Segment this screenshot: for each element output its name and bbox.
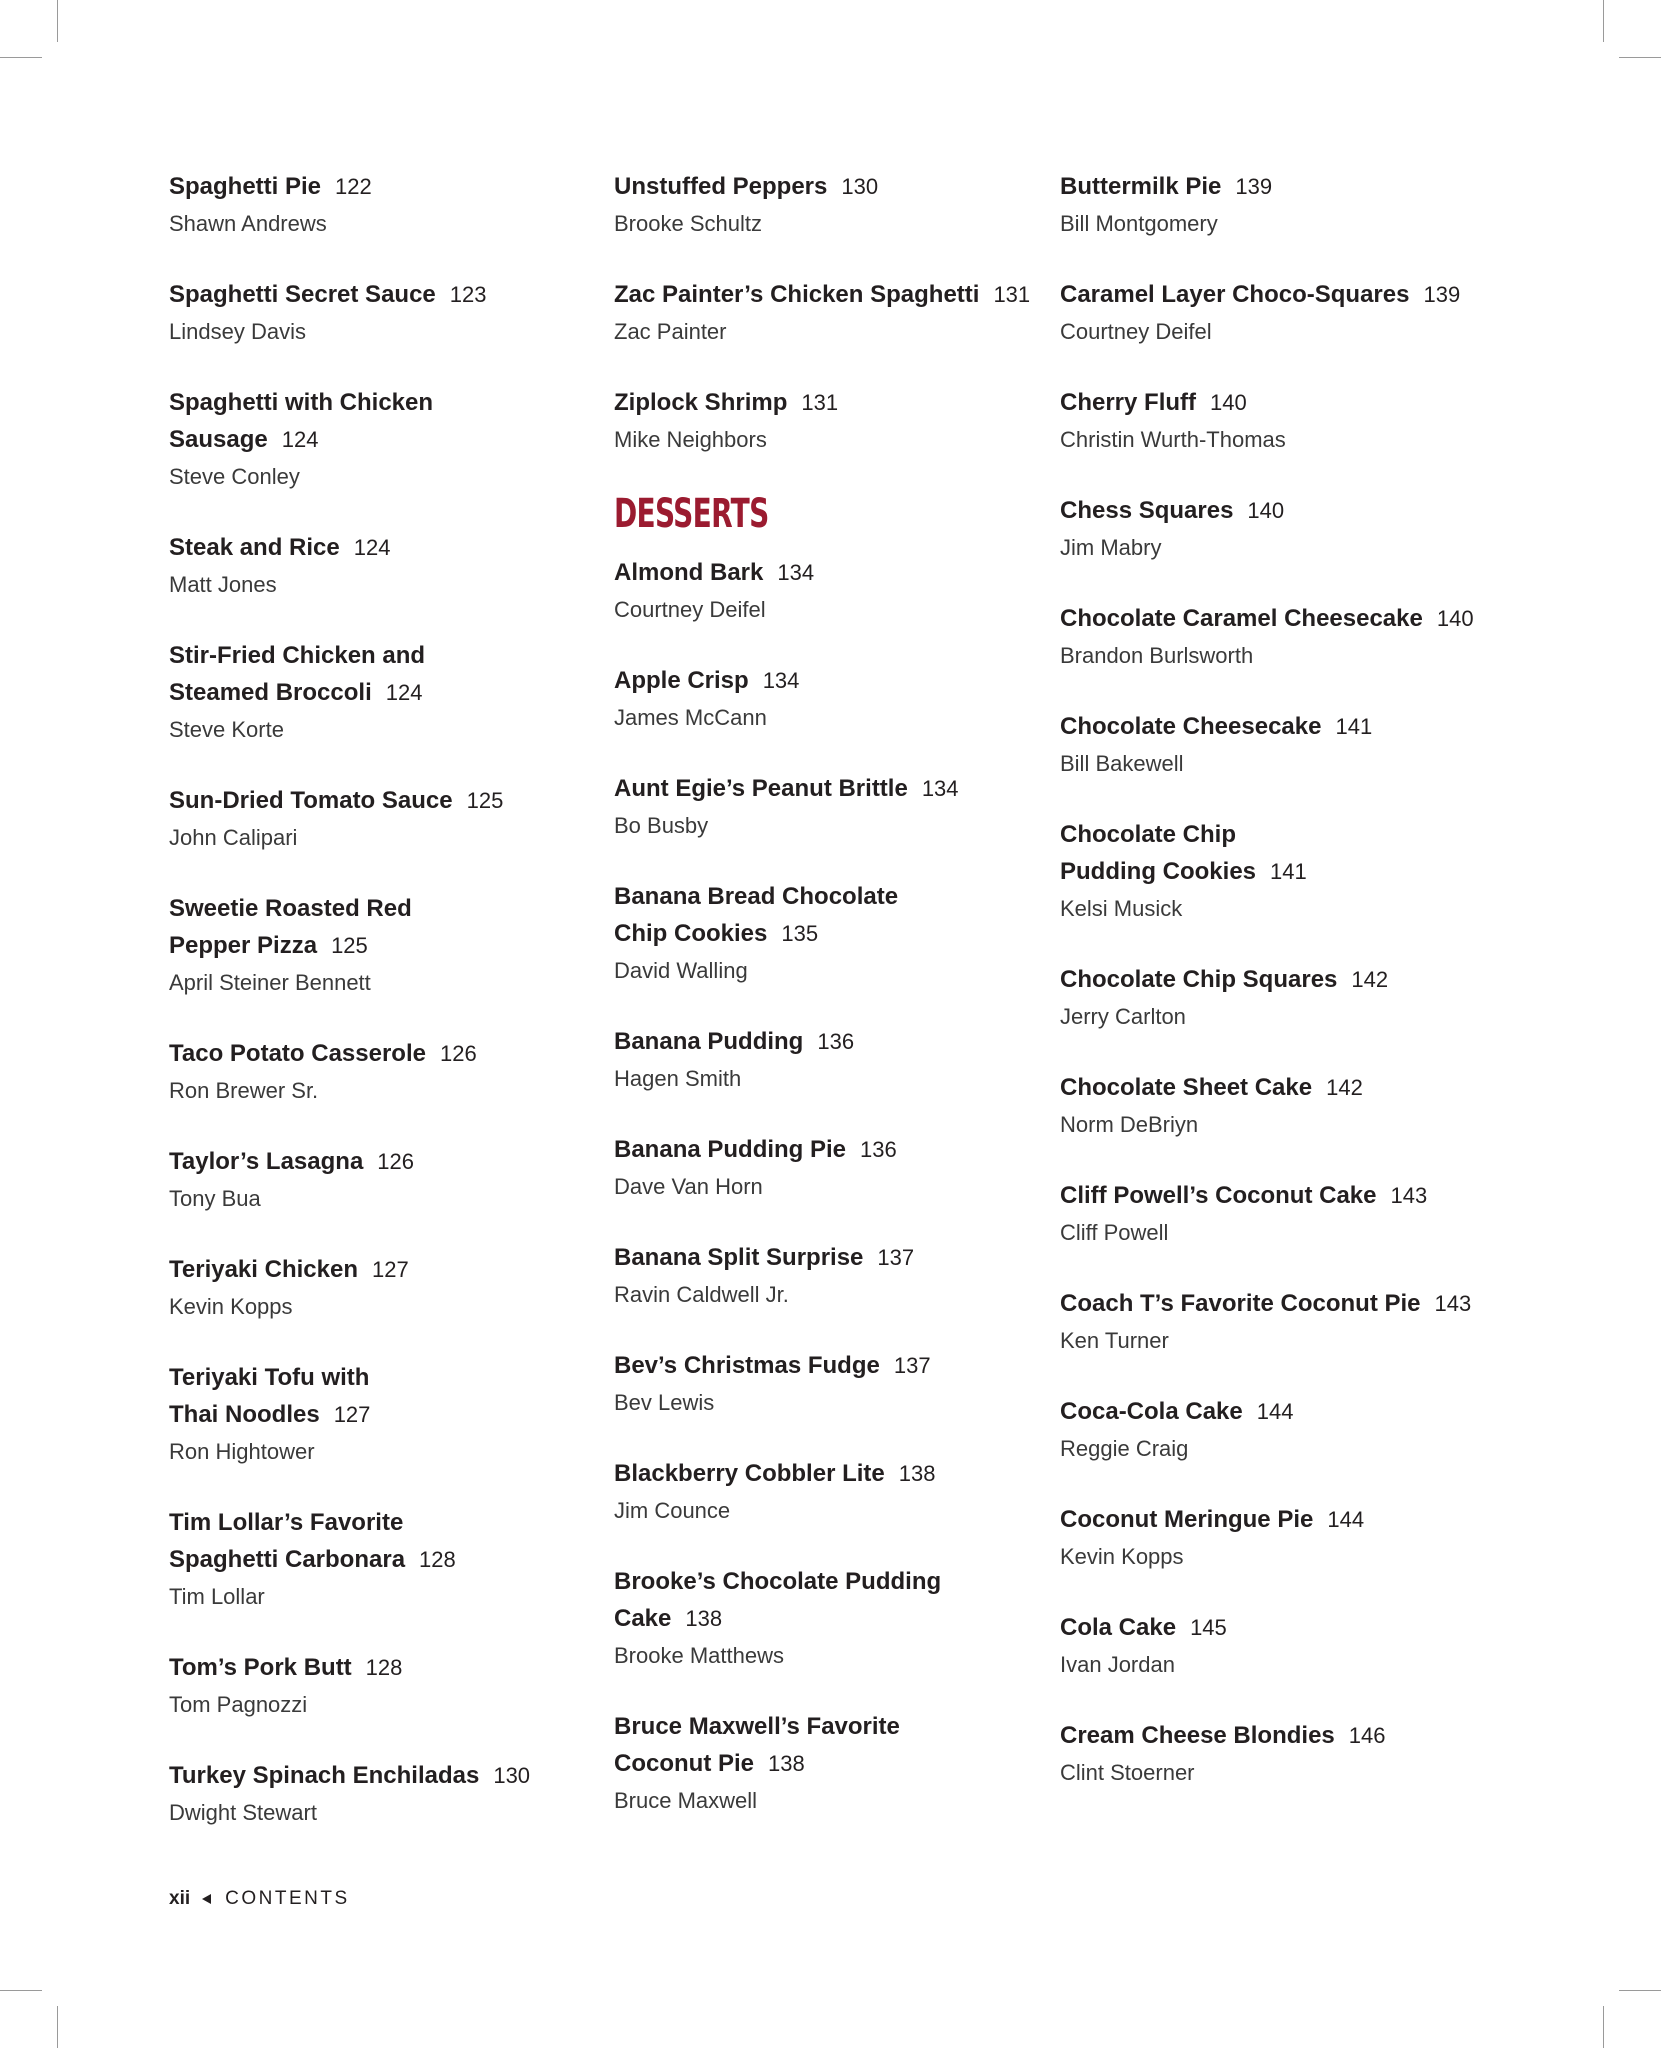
recipe-title [1060,492,1480,529]
recipe-title [614,554,1034,591]
contents-entry [1060,1069,1480,1143]
recipe-title [169,1757,589,1794]
recipe-author: Kelsi Musick [1060,896,1183,921]
contents-entry [614,1239,1034,1313]
contents-entry [614,662,1034,736]
recipe-title-text: Tom’s Pork Butt [169,1654,352,1681]
recipe-title-text: Bev’s Christmas Fudge [614,1352,880,1379]
contents-entry [169,276,589,350]
page-number: 146 [1348,1723,1386,1748]
recipe-title [1060,708,1480,745]
crop-mark-top-right [1619,57,1661,58]
recipe-title-text: Coach T’s Favorite Coconut Pie [1060,1290,1421,1317]
page-number: 127 [333,1402,371,1427]
contents-entry [169,1649,589,1723]
page-number: 141 [1335,714,1373,739]
page-number: 127 [371,1257,409,1282]
contents-entry [614,384,1034,458]
recipe-title [1060,1501,1480,1538]
contents-entry [169,1143,589,1217]
page-number: 124 [353,535,391,560]
recipe-title-text: Ziplock Shrimp [614,389,788,416]
page-number: 138 [768,1751,805,1776]
recipe-author: Kevin Kopps [169,1294,293,1319]
contents-entry [169,1359,589,1470]
page-number: 135 [781,921,819,946]
recipe-title-text: Cherry Fluff [1060,389,1197,416]
page-number: 145 [1190,1615,1227,1640]
recipe-title [1060,1285,1480,1322]
recipe-title-text: Taylor’s Lasagna [169,1148,364,1175]
recipe-title [614,1455,1034,1492]
recipe-title [614,1239,1034,1276]
contents-column-1 [169,168,589,1865]
recipe-title [1060,168,1480,205]
recipe-author: Cliff Powell [1060,1220,1169,1245]
crop-mark-bottom-left [57,2006,58,2048]
contents-entry [169,782,589,856]
contents-entry [169,1251,589,1325]
page-number: 131 [993,282,1031,307]
contents-entry [614,1023,1034,1097]
contents-entry [1060,1501,1480,1575]
recipe-title-text: Cream Cheese Blondies [1060,1722,1335,1749]
recipe-title-text: Spaghetti with Chicken Sausage [169,389,434,453]
recipe-title [169,529,589,566]
recipe-author: Ivan Jordan [1060,1652,1175,1677]
page-number: 137 [893,1353,931,1378]
page-number: 128 [419,1547,456,1572]
page-number: 130 [493,1763,531,1788]
page-footer [169,1884,350,1914]
recipe-title-text: Banana Pudding Pie [614,1136,847,1163]
recipe-author: Bruce Maxwell [614,1788,758,1813]
recipe-author: Clint Stoerner [1060,1760,1195,1785]
recipe-title-line: Banana Bread Chocolate [614,883,899,910]
page-number: 136 [860,1137,897,1162]
recipe-author: Jim Mabry [1060,535,1162,560]
recipe-title-text: Chocolate Sheet Cake [1060,1074,1313,1101]
recipe-title [614,1708,1034,1782]
recipe-title-line: Chip Cookies [614,920,768,947]
contents-entry [1060,1285,1480,1359]
recipe-title [1060,1393,1480,1430]
recipe-title [169,1251,589,1288]
recipe-author: Tom Pagnozzi [169,1692,308,1717]
recipe-title [614,770,1034,807]
recipe-title-line: Pepper Pizza [169,932,318,959]
recipe-author: Lindsey Davis [169,319,306,344]
recipe-author: Jim Counce [614,1498,731,1523]
recipe-title [1060,961,1480,998]
contents-entry [614,168,1034,242]
page-number: 143 [1434,1291,1472,1316]
recipe-author: Steve Conley [169,464,300,489]
recipe-title-text: Banana Split Surprise [614,1244,864,1271]
recipe-title [614,1347,1034,1384]
recipe-title-text: Chocolate Caramel Cheesecake [1060,605,1423,632]
contents-entry [614,1347,1034,1421]
recipe-author: Brooke Matthews [614,1643,784,1668]
recipe-title [1060,384,1480,421]
recipe-title-line: Tim Lollar’s Favorite [169,1509,404,1536]
recipe-author: Dave Van Horn [614,1174,763,1199]
recipe-title-line: Spaghetti Carbonara [169,1546,406,1573]
recipe-title [1060,276,1480,313]
contents-entry [614,1455,1034,1529]
contents-entry [614,1708,1034,1819]
page-number: 143 [1390,1183,1428,1208]
contents-entry [169,1757,589,1831]
contents-entry [169,1035,589,1109]
recipe-author: Ravin Caldwell Jr. [614,1282,789,1307]
contents-entry [1060,816,1480,927]
recipe-author: Zac Painter [614,319,727,344]
recipe-title-text: Aunt Egie’s Peanut Brittle [614,775,908,802]
contents-entry [1060,276,1480,350]
page-number: 144 [1256,1399,1294,1424]
recipe-title-text: Teriyaki Chicken [169,1256,358,1283]
page-number: 144 [1327,1507,1365,1532]
recipe-author: Tony Bua [169,1186,261,1211]
recipe-title-text: Chess Squares [1060,497,1234,524]
recipe-title [614,662,1034,699]
contents-entry [614,1563,1034,1674]
recipe-title [1060,816,1480,890]
contents-entry [1060,708,1480,782]
contents-entry [1060,168,1480,242]
contents-entry [614,770,1034,844]
recipe-title-text: Turkey Spinach Enchiladas [169,1762,480,1789]
recipe-author: Courtney Deifel [614,597,766,622]
crop-mark-bottom-right [1619,1990,1661,1991]
recipe-title [1060,1609,1480,1646]
footer-section-label: CONTENTS [225,1888,350,1909]
recipe-author: Bill Montgomery [1060,211,1218,236]
recipe-title [1060,1177,1480,1214]
recipe-title-text: Zac Painter’s Chicken Spaghetti [614,281,980,308]
recipe-title-text: Sun-Dried Tomato Sauce [169,787,453,814]
crop-mark-bottom-right [1603,2006,1604,2048]
page-number: 122 [335,174,372,199]
contents-entry [1060,1177,1480,1251]
crop-mark-bottom-left [0,1990,42,1991]
recipe-author: April Steiner Bennett [169,970,371,995]
recipe-title [169,637,589,711]
recipe-author: James McCann [614,705,767,730]
recipe-author: Reggie Craig [1060,1436,1189,1461]
recipe-author: Dwight Stewart [169,1800,317,1825]
recipe-author: Ken Turner [1060,1328,1169,1353]
section-heading: DESSERTS [614,491,769,537]
recipe-title-text: Steak and Rice [169,534,340,561]
page-number: 138 [898,1461,936,1486]
recipe-title [169,1504,589,1578]
recipe-title [169,1649,589,1686]
contents-entry [614,554,1034,628]
contents-entry [1060,1717,1480,1791]
recipe-author: Hagen Smith [614,1066,742,1091]
page-number: 137 [877,1245,915,1270]
contents-entry [614,276,1034,350]
contents-entry [614,878,1034,989]
recipe-title-line: Stir-Fried Chicken and [169,642,426,669]
page-number: 128 [365,1655,403,1680]
recipe-author: David Walling [614,958,748,983]
recipe-title [169,276,589,313]
recipe-title [614,1563,1034,1637]
page-number: 140 [1436,606,1474,631]
page-number: 142 [1351,967,1389,992]
recipe-title-text: Chocolate Chip Squares [1060,966,1338,993]
recipe-author: Tim Lollar [169,1584,265,1609]
page-number: 142 [1326,1075,1363,1100]
recipe-author: Courtney Deifel [1060,319,1212,344]
recipe-title-text: Unstuffed Peppers [614,173,828,200]
recipe-title-text: Spaghetti Pie [169,173,322,200]
recipe-title [169,782,589,819]
recipe-author: Bill Bakewell [1060,751,1184,776]
recipe-title [1060,1069,1480,1106]
page-number: 126 [377,1149,415,1174]
page-number: 134 [921,776,959,801]
recipe-title-text: Chocolate Cheesecake [1060,713,1322,740]
contents-entry [169,168,589,242]
recipe-title [614,1131,1034,1168]
crop-mark-top-left [0,57,42,58]
contents-entry [1060,492,1480,566]
recipe-author: Shawn Andrews [169,211,327,236]
contents-entry [1060,600,1480,674]
recipe-title [1060,1717,1480,1754]
recipe-author: Jerry Carlton [1060,1004,1186,1029]
recipe-author: Ron Hightower [169,1439,315,1464]
page-number: 139 [1423,282,1461,307]
contents-entry [169,529,589,603]
page-number: 125 [466,788,504,813]
contents-entry [169,384,589,495]
crop-mark-top-right [1603,0,1604,42]
recipe-title-text: Cliff Powell’s Coconut Cake [1060,1182,1377,1209]
page-number: 130 [841,174,879,199]
crop-mark-top-left [57,0,58,42]
recipe-title-text: Buttermilk Pie [1060,173,1222,200]
contents-column-2 [614,168,1034,1853]
recipe-title-text: Banana Pudding [614,1028,804,1055]
recipe-title [614,1023,1034,1060]
recipe-title-line: Steamed Broccoli [169,679,372,706]
contents-entry [169,1504,589,1615]
recipe-title [614,168,1034,205]
recipe-title-line: Bruce Maxwell’s Favorite [614,1713,900,1740]
contents-entry [169,637,589,748]
recipe-title-text: Coconut Meringue Pie [1060,1506,1314,1533]
page-number: 124 [281,427,319,452]
recipe-title-line: Teriyaki Tofu with [169,1364,370,1391]
recipe-title [169,1359,589,1433]
recipe-author: John Calipari [169,825,298,850]
recipe-author: Bo Busby [614,813,709,838]
page-number: 136 [817,1029,855,1054]
recipe-title-text: Coca-Cola Cake [1060,1398,1243,1425]
recipe-title-line: Coconut Pie [614,1750,755,1777]
page-number: 139 [1235,174,1273,199]
contents-column-3 [1060,168,1480,1825]
recipe-title-text: Cola Cake [1060,1614,1177,1641]
page-number: 124 [385,680,423,705]
contents-entry [1060,961,1480,1035]
page-number: 125 [331,933,368,958]
recipe-title-text: Brooke’s Chocolate Pudding Cake [614,1568,942,1632]
page-number: 141 [1270,859,1307,884]
recipe-author: Mike Neighbors [614,427,767,452]
page-number: 138 [685,1606,723,1631]
recipe-title [1060,600,1480,637]
page-number: 140 [1247,498,1285,523]
recipe-title-line: Thai Noodles [169,1401,320,1428]
recipe-author: Matt Jones [169,572,277,597]
recipe-title [614,878,1034,952]
footer-page-number: xii [169,1888,191,1909]
recipe-title-text: Spaghetti Secret Sauce [169,281,436,308]
page-number: 126 [439,1041,477,1066]
recipe-title-text: Blackberry Cobbler Lite [614,1460,885,1487]
recipe-title [614,276,1034,313]
page-number: 134 [762,668,800,693]
recipe-author: Steve Korte [169,717,284,742]
contents-entry [1060,384,1480,458]
recipe-title-line: Chocolate Chip [1060,821,1237,848]
recipe-title [169,890,589,964]
recipe-title [614,384,1034,421]
recipe-title-text: Apple Crisp [614,667,749,694]
recipe-author: Bev Lewis [614,1390,715,1415]
contents-entry [169,890,589,1001]
recipe-author: Kevin Kopps [1060,1544,1184,1569]
page-number: 140 [1210,390,1247,415]
contents-entry [1060,1609,1480,1683]
contents-entry [614,1131,1034,1205]
recipe-title-text: Caramel Layer Choco-Squares [1060,281,1410,308]
page-number: 123 [449,282,487,307]
recipe-author: Norm DeBriyn [1060,1112,1199,1137]
contents-entry [1060,1393,1480,1467]
recipe-title [169,384,589,458]
recipe-author: Ron Brewer Sr. [169,1078,319,1103]
recipe-title-text: Almond Bark [614,559,764,586]
page-number: 131 [801,390,839,415]
recipe-author: Brandon Burlsworth [1060,643,1254,668]
recipe-title [169,1035,589,1072]
recipe-title [169,168,589,205]
left-triangle-icon [202,1894,211,1904]
recipe-title-text: Taco Potato Casserole [169,1040,426,1067]
recipe-author: Christin Wurth-Thomas [1060,427,1286,452]
recipe-title [169,1143,589,1180]
recipe-title-line: Sweetie Roasted Red [169,895,412,922]
recipe-title-line: Pudding Cookies [1060,858,1257,885]
recipe-author: Brooke Schultz [614,211,762,236]
page-number: 134 [777,560,815,585]
